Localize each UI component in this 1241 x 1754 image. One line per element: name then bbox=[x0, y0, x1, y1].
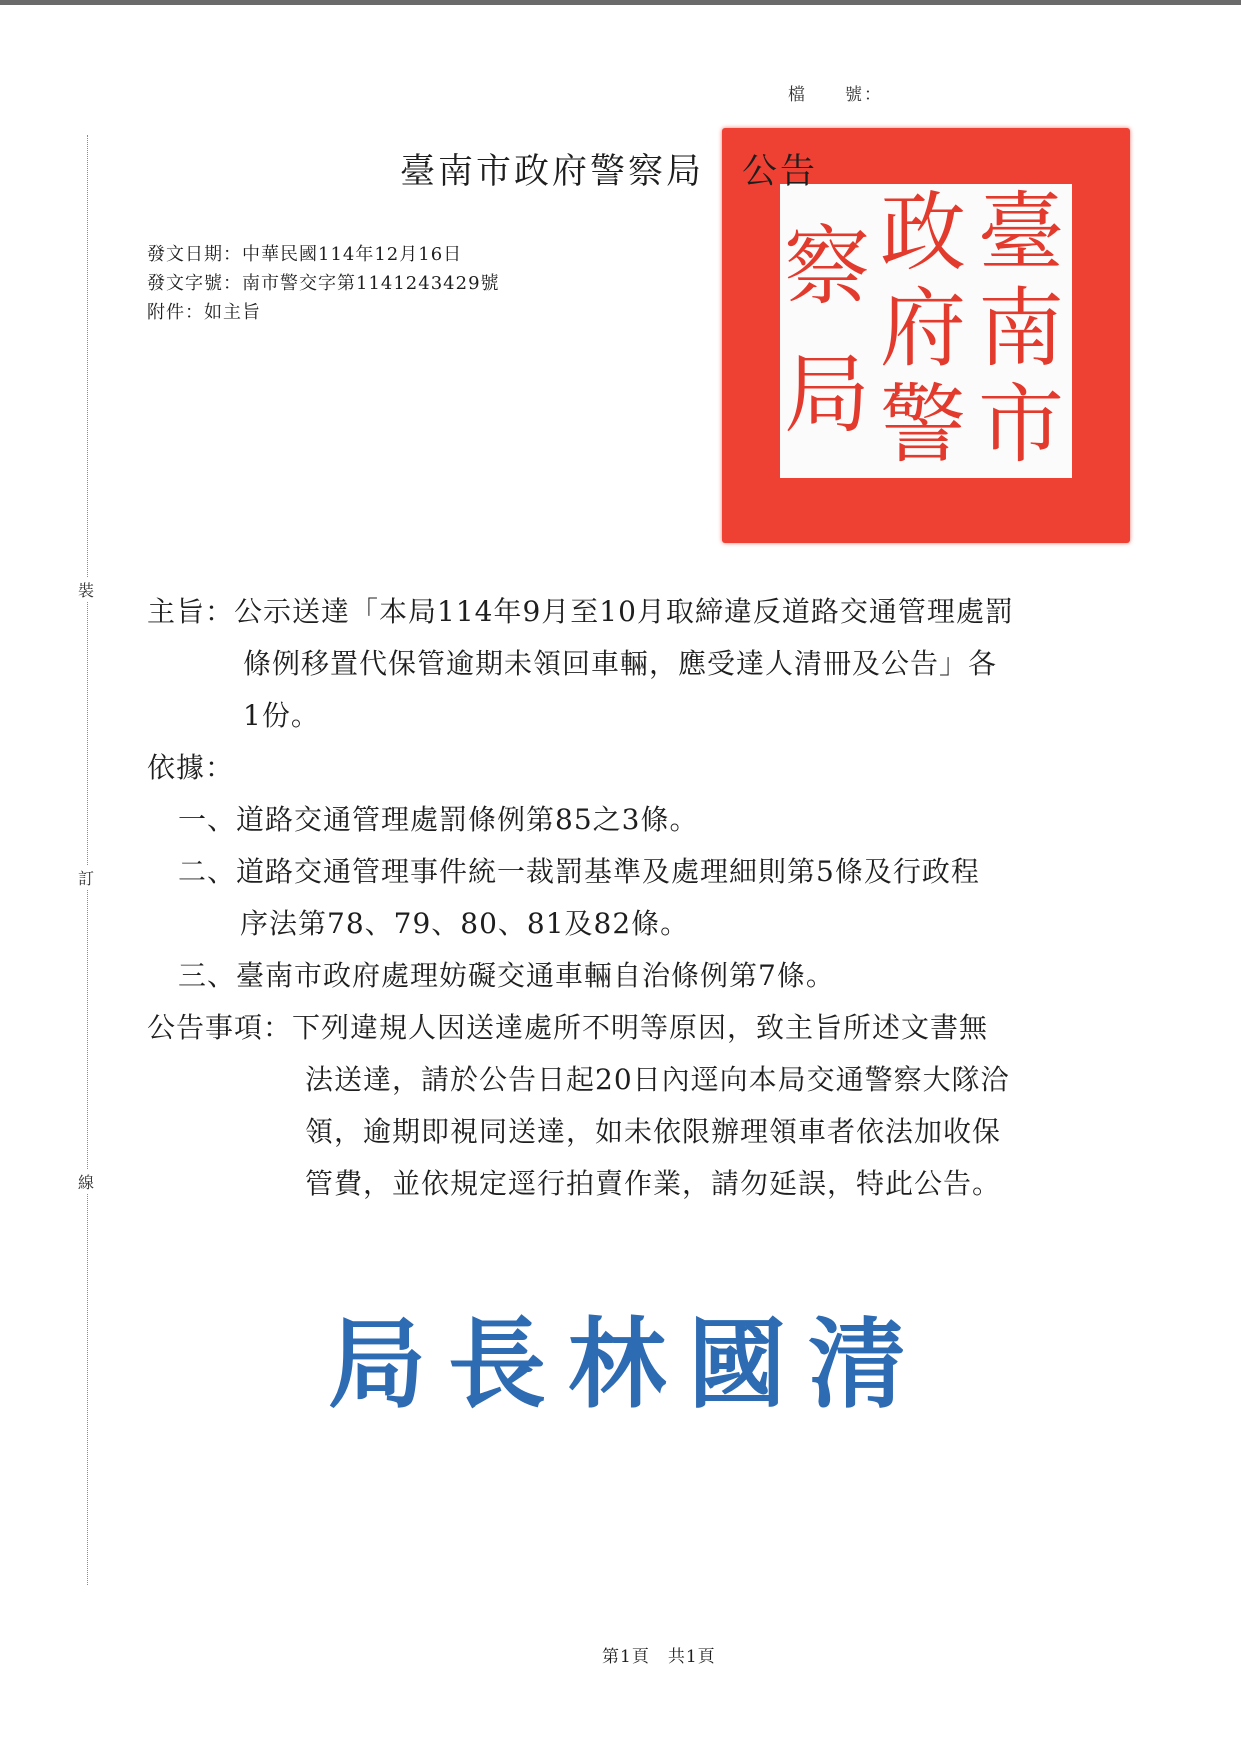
basis-item-1: 一、道路交通管理處罰條例第85之3條。 bbox=[178, 803, 699, 836]
binding-mark-ding: 訂 bbox=[78, 866, 94, 889]
seal-char: 府 bbox=[880, 279, 966, 379]
issue-date: 發文日期：中華民國114年12月16日 bbox=[147, 244, 463, 265]
signature-char: 長 bbox=[448, 1307, 547, 1422]
subject-line: 1份。 bbox=[243, 699, 320, 732]
seal-char: 察 bbox=[784, 217, 870, 317]
notice-section bbox=[147, 1002, 1010, 1210]
document-meta bbox=[147, 240, 500, 327]
basis-item-2-cont: 序法第78、79、80、81及82條。 bbox=[240, 907, 690, 940]
director-signature bbox=[328, 1307, 907, 1422]
basis-list bbox=[178, 794, 980, 1002]
seal-char: 政 bbox=[880, 183, 966, 283]
seal-char: 局 bbox=[784, 345, 870, 445]
seal-char: 警 bbox=[880, 375, 966, 475]
binding-mark-xian: 線 bbox=[78, 1170, 94, 1193]
signature-char: 國 bbox=[688, 1307, 787, 1422]
signature-char: 清 bbox=[808, 1307, 907, 1422]
document-number: 發文字號：南市警交字第1141243429號 bbox=[147, 273, 500, 294]
seal-inner bbox=[780, 184, 1072, 478]
signature-char: 林 bbox=[568, 1307, 667, 1422]
binding-mark-zhuang: 裝 bbox=[78, 578, 94, 601]
basis-item-2: 二、道路交通管理事件統一裁罰基準及處理細則第5條及行政程 bbox=[178, 855, 980, 888]
notice-line: 領，逾期即視同送達，如未依限辦理領車者依法加收保 bbox=[305, 1115, 1002, 1148]
seal-char: 南 bbox=[978, 279, 1064, 379]
subject-line: 主旨：公示送達「本局114年9月至10月取締違反道路交通管理處罰 bbox=[147, 595, 1014, 628]
attachment: 附件：如主旨 bbox=[147, 302, 261, 323]
file-number-label: 檔 號： bbox=[788, 85, 883, 105]
basis-item-3: 三、臺南市政府處理妨礙交通車輛自治條例第7條。 bbox=[178, 959, 835, 992]
notice-line: 法送達，請於公告日起20日內逕向本局交通警察大隊洽 bbox=[305, 1063, 1010, 1096]
document-title: 臺南市政府警察局 公告 bbox=[400, 152, 819, 192]
notice-line: 公告事項：下列違規人因送達處所不明等原因，致主旨所述文書無 bbox=[147, 1011, 989, 1044]
scan-edge bbox=[0, 0, 1241, 5]
subject-section bbox=[147, 586, 1014, 742]
signature-char: 局 bbox=[328, 1307, 427, 1422]
subject-line: 條例移置代保管逾期未領回車輛，應受達人清冊及公告」各 bbox=[243, 647, 998, 680]
seal-char: 臺 bbox=[978, 183, 1064, 283]
binding-line bbox=[87, 135, 88, 1585]
page-number: 第1頁 共1頁 bbox=[602, 1647, 716, 1667]
seal-char: 市 bbox=[978, 375, 1064, 475]
basis-heading: 依據： bbox=[147, 751, 235, 784]
notice-line: 管費，並依規定逕行拍賣作業，請勿延誤，特此公告。 bbox=[305, 1167, 1002, 1200]
